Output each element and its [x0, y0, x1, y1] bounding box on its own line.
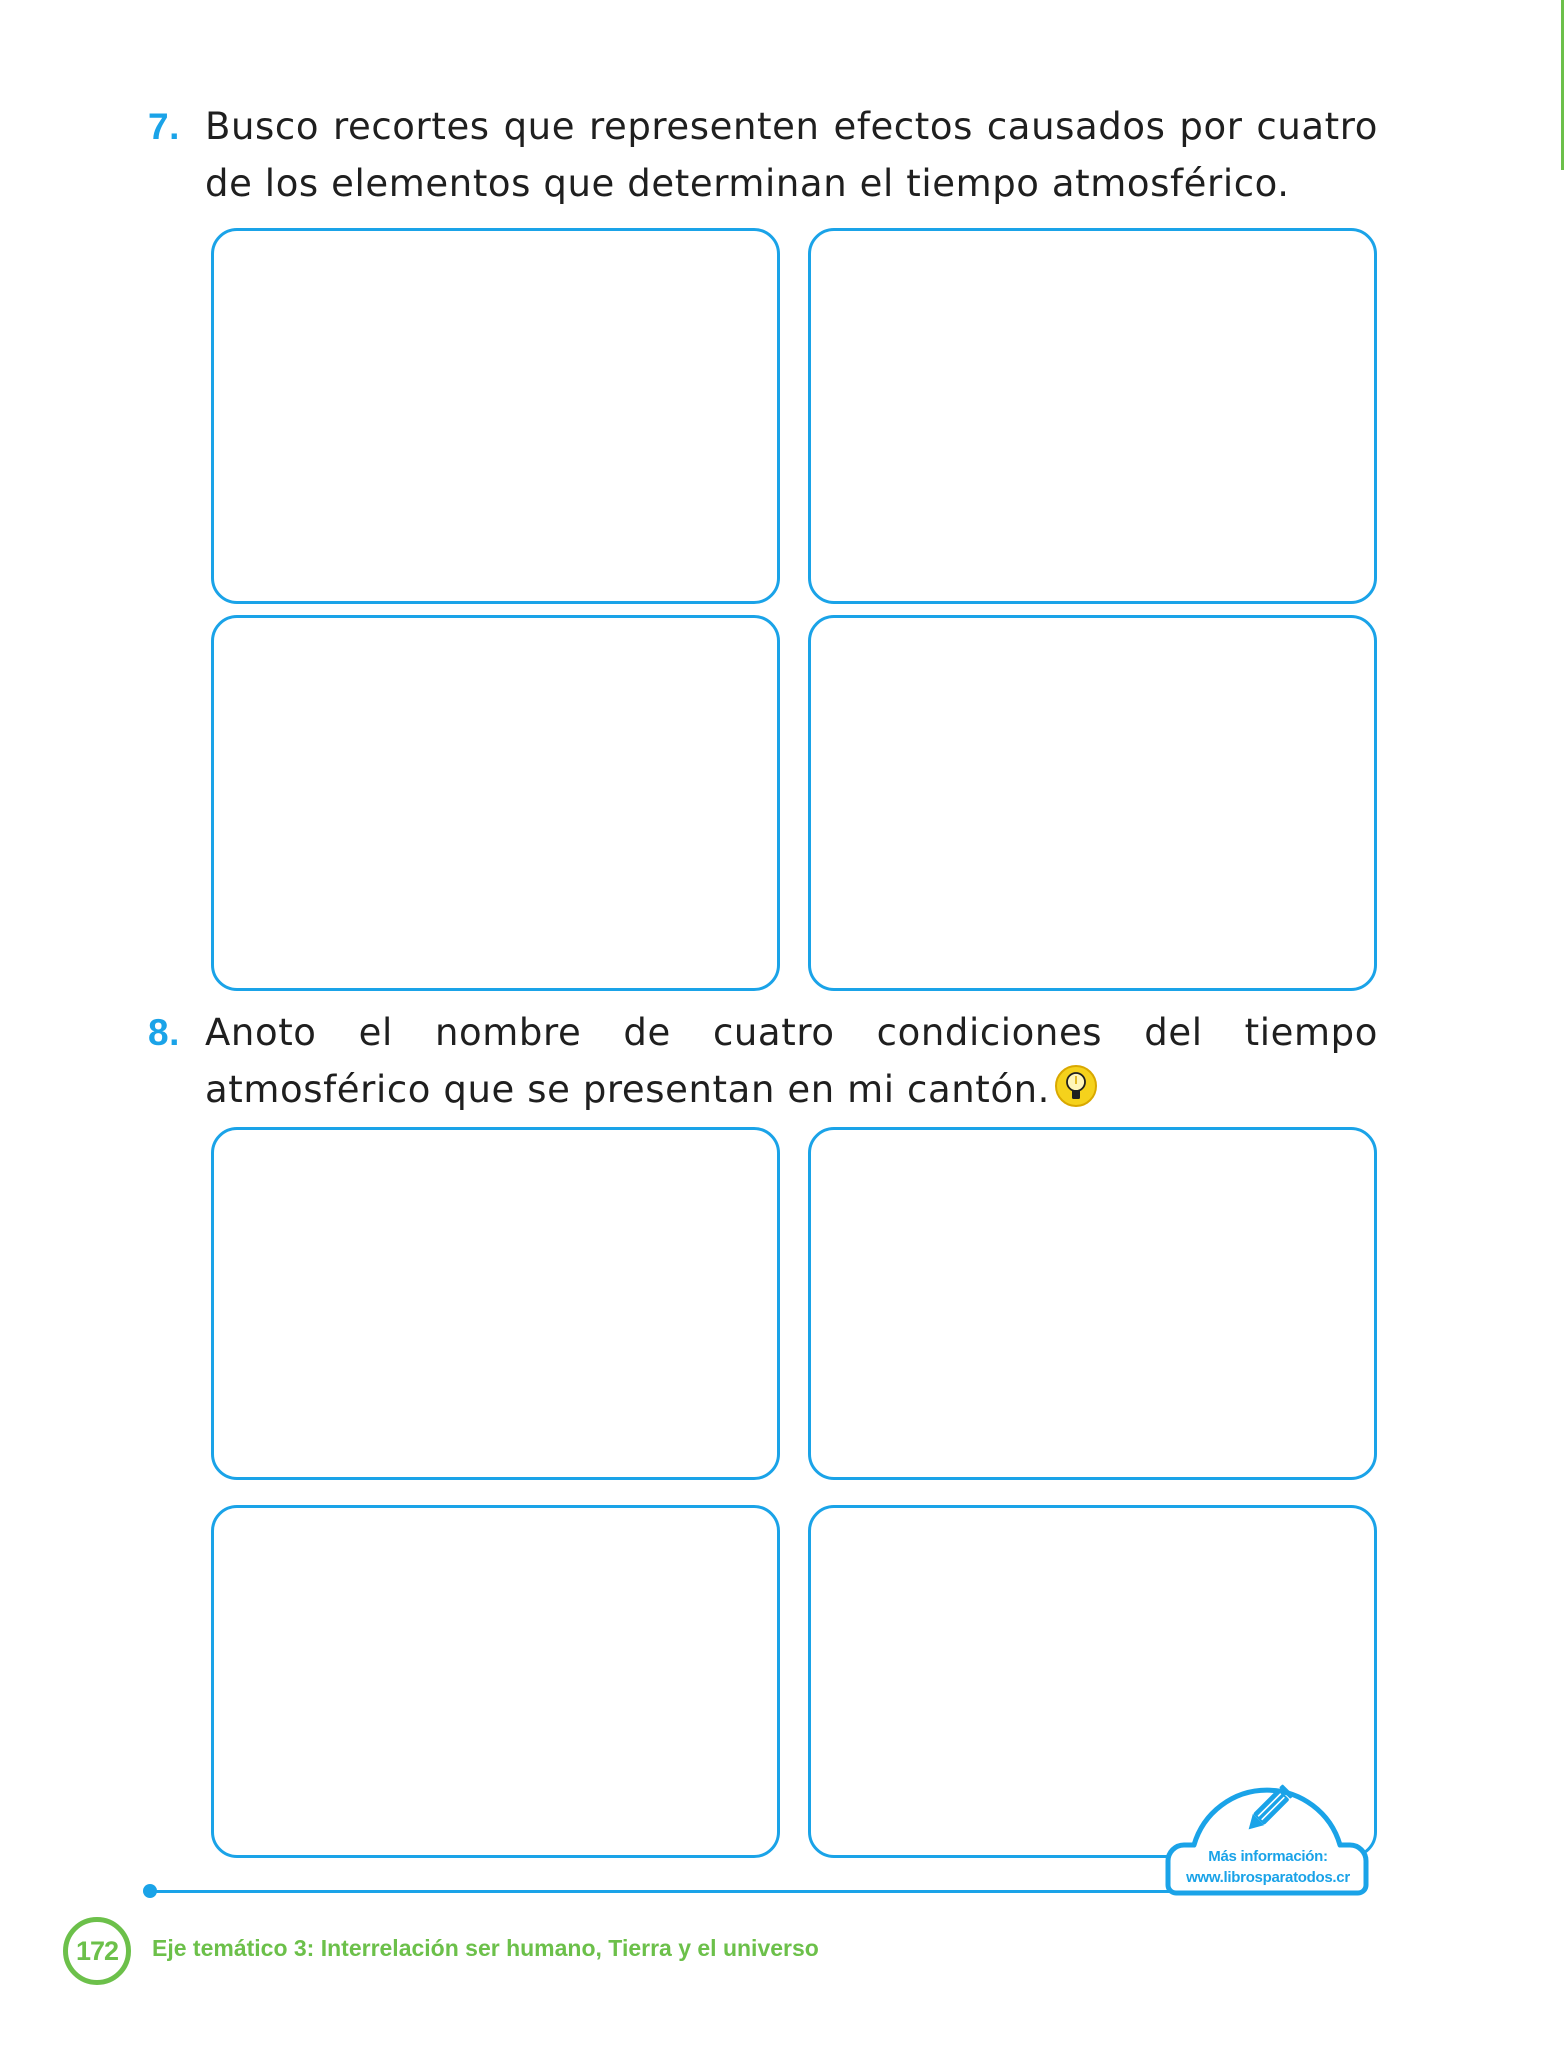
question-8-text-wrap [205, 1004, 1378, 1118]
question-7 [148, 98, 1378, 212]
answer-box-7-2[interactable] [808, 228, 1377, 604]
answer-box-8-3[interactable] [211, 1505, 780, 1858]
answer-box-8-1[interactable] [211, 1127, 780, 1480]
question-8-text: Anoto el nombre de cuatro condiciones del tiempo atmosférico que se presentan en mi cantón. [205, 1011, 1378, 1111]
lightbulb-icon [1054, 1064, 1098, 1108]
more-info-label: Más información: [1208, 1848, 1328, 1865]
question-7-number: 7. [148, 106, 181, 147]
answer-box-7-4[interactable] [808, 615, 1377, 991]
answer-box-7-3[interactable] [211, 615, 780, 991]
question-8 [148, 1004, 1378, 1118]
page-number: 172 [63, 1917, 131, 1985]
footer-divider-dot [143, 1884, 157, 1898]
question-8-number: 8. [148, 1012, 181, 1053]
question-7-text: Busco recortes que representen efectos causados por cuatro de los elementos que determinan el tiempo atmosférico. [205, 105, 1378, 205]
answer-box-8-2[interactable] [808, 1127, 1377, 1480]
more-info-url[interactable]: www.librosparatodos.cr [1186, 1869, 1350, 1886]
answer-box-7-1[interactable] [211, 228, 780, 604]
section-title: Eje temático 3: Interrelación ser humano, Tierra y el universo [152, 1935, 819, 1961]
